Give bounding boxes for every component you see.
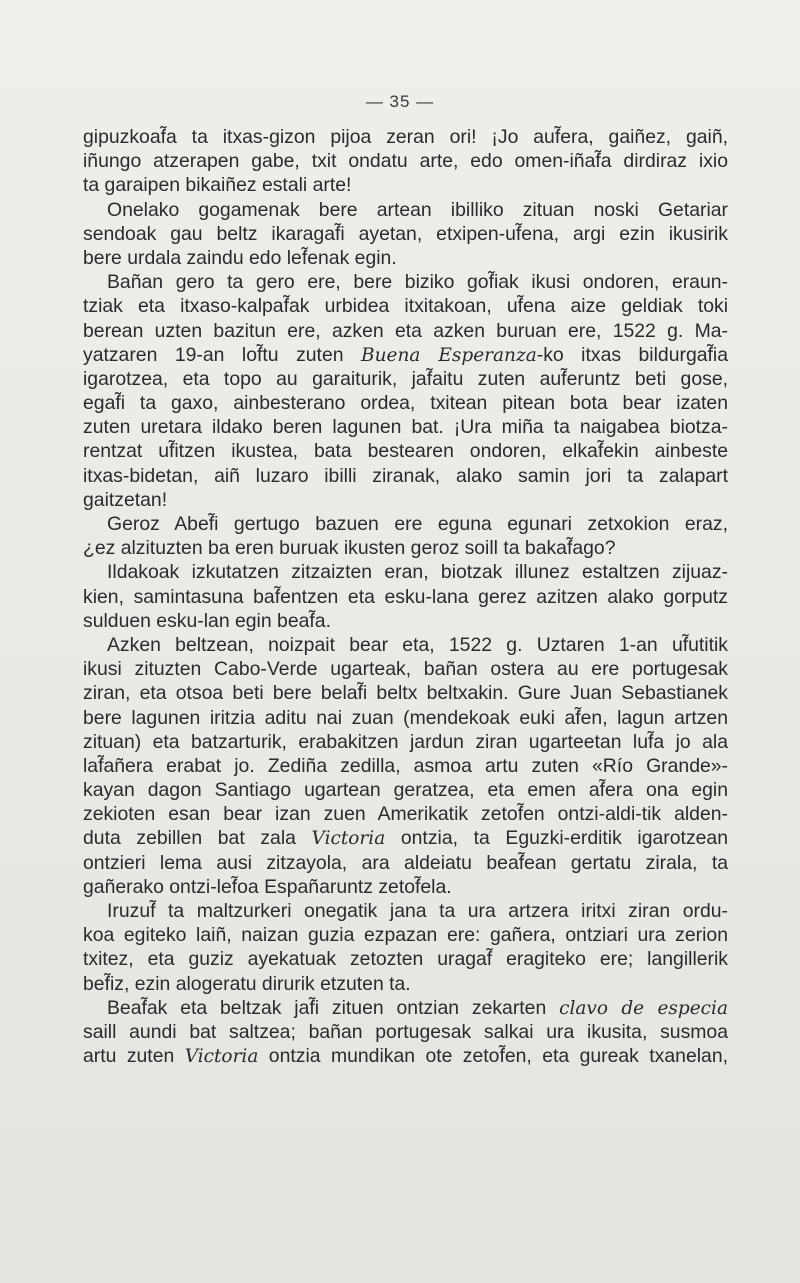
text-line bbox=[83, 173, 728, 197]
text-run: bere lagunen iritzia aditu nai zuan (mendekoak euki af̃en, lagun artzen bbox=[83, 706, 728, 729]
text-run: ikusi zituzten Cabo-Verde ugarteak, bañan ostera au ere portugesak bbox=[83, 658, 728, 681]
text-run: tziak eta itxaso-kalpaf̃ak urbidea itxitakoan, uf̃ena aize geldiak toki bbox=[83, 295, 728, 318]
text-line bbox=[83, 947, 728, 971]
text-line bbox=[83, 996, 728, 1020]
text-run: gipuzkoaf̃a ta itxas-gizon pijoa zeran ori! ¡Jo auf̃era, gaiñez, gaiñ, bbox=[83, 126, 728, 148]
italic-text: Buena Esperanza bbox=[361, 344, 537, 366]
text-line bbox=[83, 609, 728, 633]
text-line bbox=[83, 826, 728, 850]
text-line bbox=[83, 923, 728, 947]
text-run: Azken beltzean, noizpait bear eta, 1522 g. Uztaren 1-an uf̃utitik bbox=[107, 633, 728, 656]
text-run: bere urdala zaindu edo lef̃enak egin. bbox=[83, 246, 397, 269]
text-run: Bañan gero ta gero ere, bere biziko gof̃iak ikusi ondoren, eraun- bbox=[107, 271, 728, 294]
text-line bbox=[83, 1044, 728, 1068]
text-run: gañerako ontzi-lef̃oa Españaruntz zetof̃ela. bbox=[83, 875, 452, 898]
text-run: egaf̃i ta gaxo, ainbesterano ordea, txitean pitean bota bear izaten bbox=[83, 392, 728, 415]
text-run: ta garaipen bikaiñez estali arte! bbox=[83, 174, 352, 197]
text-line bbox=[83, 585, 728, 609]
text-line bbox=[83, 875, 728, 899]
text-line bbox=[83, 149, 728, 173]
text-run: iñungo atzerapen gabe, txit ondatu arte, edo omen-iñaf̃a dirdiraz ixio bbox=[83, 150, 728, 173]
text-run: artu zuten bbox=[83, 1045, 185, 1068]
text-run: sulduen esku-lan egin beaf̃a. bbox=[83, 609, 331, 632]
text-run: sendoak gau beltz ikaragaf̃i ayetan, etxipen-uf̃ena, argi ezin ikusirik bbox=[83, 222, 728, 245]
text-run: ¿ez alzituzten ba eren buruak ikusten geroz soill ta bakaf̃ago? bbox=[83, 537, 616, 560]
italic-text: Victoria bbox=[184, 1046, 259, 1068]
text-run: bef̃iz, ezin alogeratu dirurik etzuten ta. bbox=[83, 972, 411, 995]
text-line bbox=[83, 899, 728, 923]
text-line bbox=[83, 730, 728, 754]
text-line bbox=[83, 681, 728, 705]
text-line bbox=[83, 560, 728, 584]
text-run: txitez, eta guziz ayekatuak zetozten uragaf̃ eragiteko ere; langillerik bbox=[83, 948, 728, 971]
page-number: — 35 — bbox=[365, 92, 435, 111]
text-line bbox=[83, 439, 728, 463]
text-run: Iruzuf̃ ta maltzurkeri onegatik jana ta ura artzera iritxi ziran ordu- bbox=[107, 900, 728, 922]
text-run: kien, samintasuna baf̃entzen eta esku-lana gerez azitzen alako gorputz bbox=[83, 585, 728, 608]
text-line bbox=[83, 319, 728, 343]
text-run: zekioten esan bear izan zuen Amerikatik zetof̃en ontzi-aldi-tik alden- bbox=[83, 803, 728, 826]
text-run: zuten uretara ildako beren lagunen bat. ¡Ura miña ta naigabea biotza- bbox=[83, 416, 728, 439]
text-line bbox=[83, 754, 728, 778]
text-run: itxas-bidetan, aiñ luzaro ibilli ziranak, alako samin jori ta zalapart bbox=[83, 464, 728, 487]
text-run: Geroz Abef̃i gertugo bazuen ere eguna egunari zetxokion eraz, bbox=[107, 513, 728, 535]
text-run: yatzaren 19-an lof̃tu zuten bbox=[83, 343, 361, 366]
text-line bbox=[83, 706, 728, 730]
text-line bbox=[83, 222, 728, 246]
text-line bbox=[83, 125, 728, 149]
text-run: saill aundi bat saltzea; bañan portugesak salkai ura ikusita, susmoa bbox=[83, 1020, 728, 1043]
text-run: gaitzetan! bbox=[83, 488, 168, 511]
text-line bbox=[83, 972, 728, 996]
text-run: Beaf̃ak eta beltzak jaf̃i zituen ontzian zekarten bbox=[107, 996, 560, 1019]
italic-text: Victoria bbox=[311, 828, 386, 850]
text-line bbox=[83, 1020, 728, 1044]
body-text bbox=[83, 125, 728, 1068]
text-run: -ko itxas bildurgaf̃ia bbox=[536, 343, 728, 366]
text-run: Ildakoak izkutatzen zitzaizten eran, biotzak illunez estaltzen zijuaz- bbox=[107, 561, 728, 584]
text-line bbox=[83, 270, 728, 294]
text-run: koa egiteko laiñ, naizan guzia ezpazan ere: gañera, ontziari ura zerion bbox=[83, 924, 728, 947]
text-run: kayan dagon Santiago ugartean geratzea, eta emen af̃era ona egin bbox=[83, 779, 728, 802]
text-line bbox=[83, 198, 728, 222]
text-run: ontzia, ta Eguzki-erditik igarotzean bbox=[385, 827, 728, 850]
text-run: zituan) eta batzarturik, erabakitzen jardun ziran ugarteetan luf̃a jo ala bbox=[83, 730, 728, 753]
text-run: Onelako gogamenak bere artean ibilliko zituan noski Getariar bbox=[107, 198, 728, 221]
text-line bbox=[83, 536, 728, 560]
text-line bbox=[83, 778, 728, 802]
text-run: rentzat uf̃itzen ikustea, bata bestearen ondoren, elkaf̃ekin ainbeste bbox=[83, 440, 728, 463]
text-line bbox=[83, 367, 728, 391]
italic-text: clavo de especia bbox=[559, 997, 728, 1019]
text-line bbox=[83, 391, 728, 415]
text-line bbox=[83, 464, 728, 488]
text-line bbox=[83, 246, 728, 270]
text-run: berean uzten bazitun ere, azken eta azken buruan ere, 1522 g. Ma- bbox=[83, 319, 728, 342]
text-run: igarotzea, eta topo au garaiturik, jaf̃aitu zuten auf̃eruntz beti gose, bbox=[83, 367, 728, 390]
text-run: ontzieri lema ausi zitzayola, ara aldeiatu beaf̃ean gertatu zirala, ta bbox=[83, 851, 728, 874]
text-run: duta zebillen bat zala bbox=[83, 827, 312, 850]
text-line bbox=[83, 633, 728, 657]
text-line bbox=[83, 343, 728, 367]
text-run: ziran, eta otsoa beti bere belaf̃i beltx beltxakin. Gure Juan Sebastianek bbox=[83, 682, 728, 705]
text-line bbox=[83, 415, 728, 439]
text-line bbox=[83, 657, 728, 681]
text-line bbox=[83, 512, 728, 536]
text-run: ontzia mundikan ote zetof̃en, eta gureak txanelan, bbox=[258, 1045, 728, 1068]
text-line bbox=[83, 851, 728, 875]
text-line bbox=[83, 488, 728, 512]
text-line bbox=[83, 802, 728, 826]
text-line bbox=[83, 294, 728, 318]
text-run: laf̃añera erabat jo. Zediña zedilla, asmoa artu zuten «Río Grande»- bbox=[83, 754, 728, 777]
